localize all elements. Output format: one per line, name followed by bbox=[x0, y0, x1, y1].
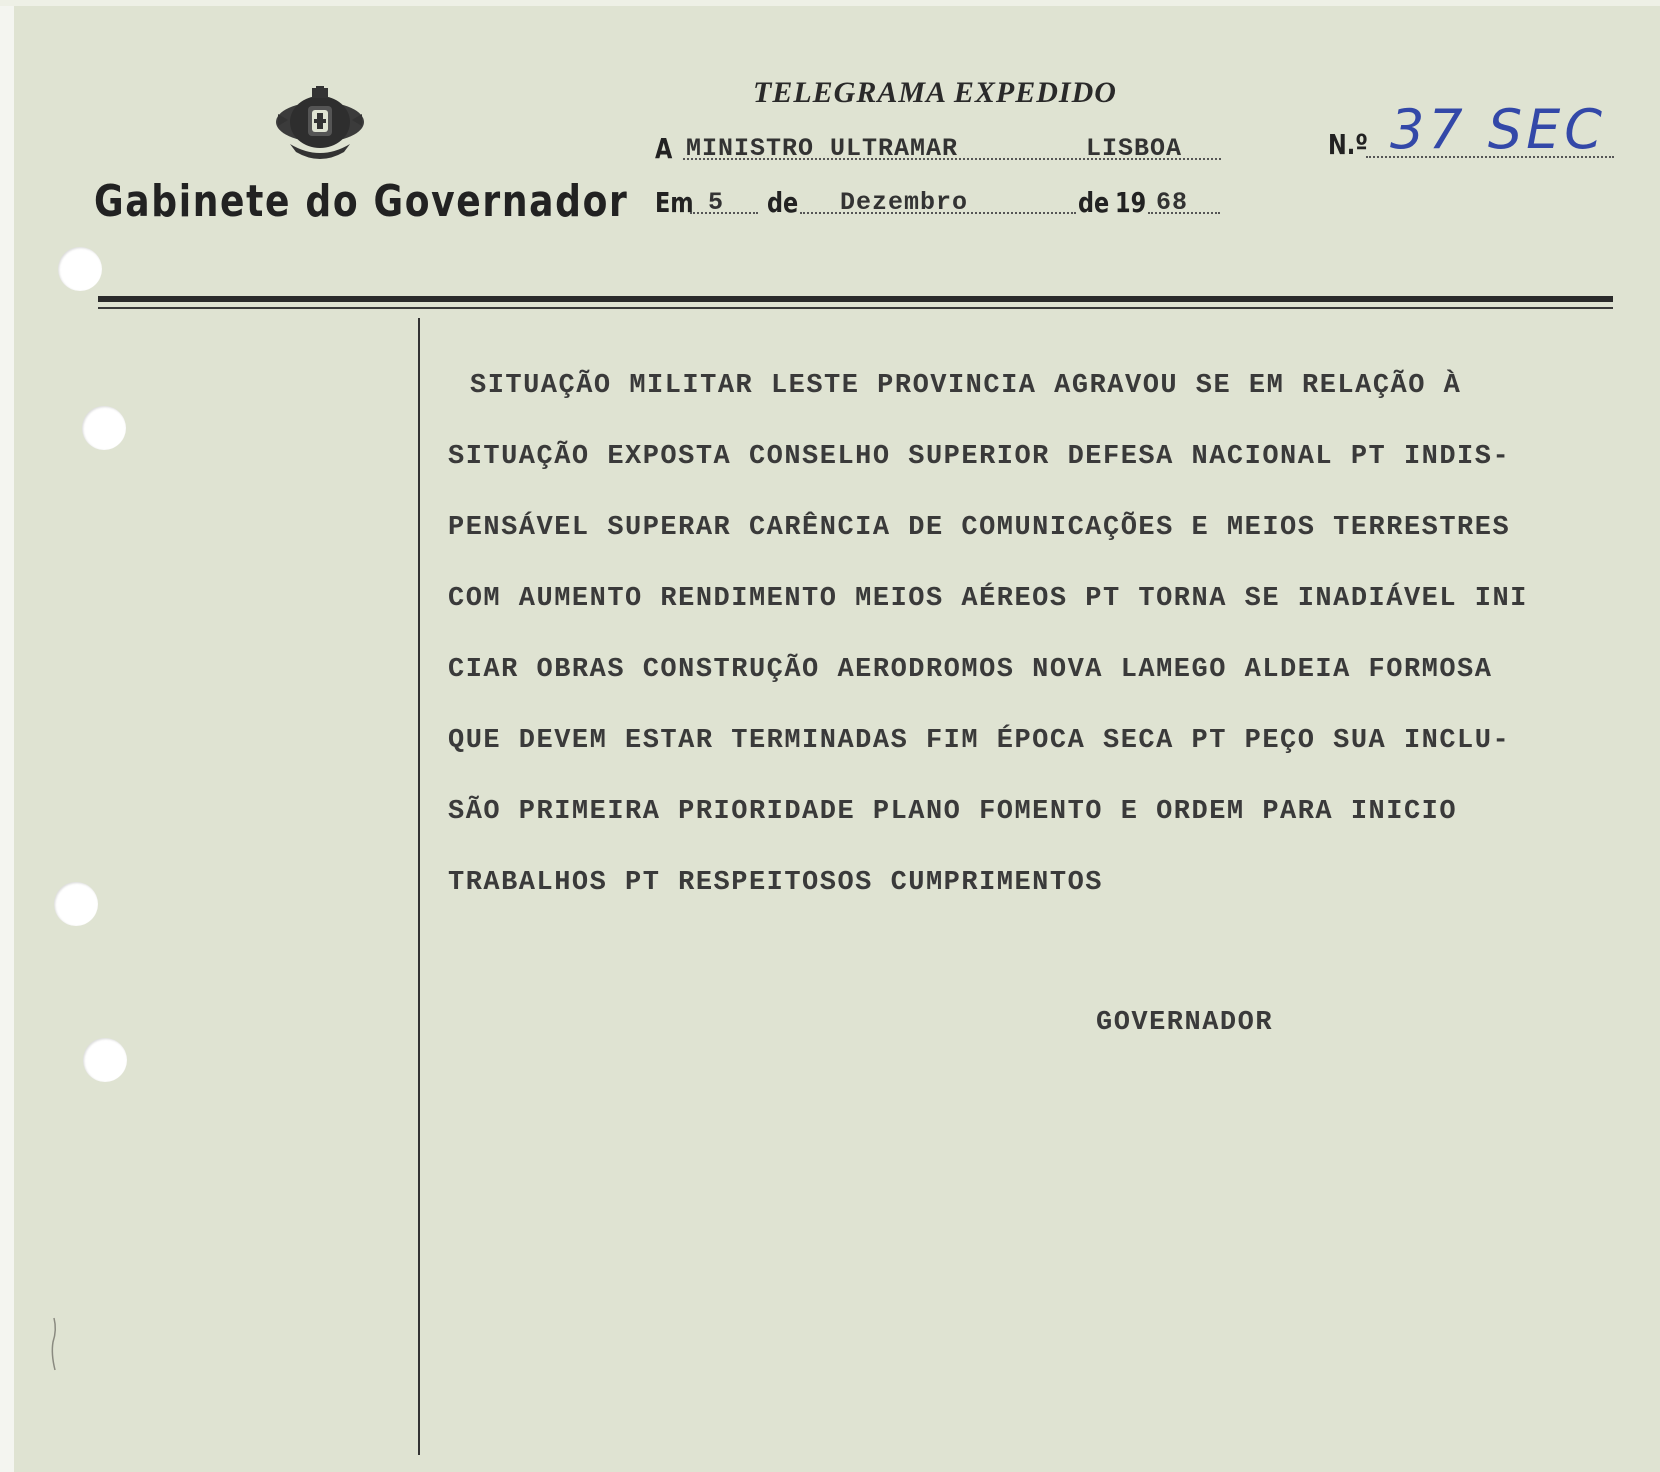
message-line: QUE DEVEM ESTAR TERMINADAS FIM ÉPOCA SECA PT PEÇO SUA INCLU- bbox=[448, 726, 1511, 756]
scan-edge-top bbox=[0, 0, 1660, 6]
punch-hole bbox=[58, 247, 102, 291]
telegram-type-title: TELEGRAMA EXPEDIDO bbox=[753, 76, 1117, 109]
punch-hole bbox=[82, 406, 126, 450]
message-line: SÃO PRIMEIRA PRIORIDADE PLANO FOMENTO E ORDEM PARA INICIO bbox=[448, 797, 1458, 827]
header-rule-thick bbox=[98, 296, 1613, 302]
date-label-de: de bbox=[767, 186, 799, 219]
recipient-city: LISBOA bbox=[1086, 134, 1183, 163]
recipient-name: MINISTRO ULTRAMAR bbox=[686, 134, 959, 163]
date-month: Dezembro bbox=[840, 188, 969, 217]
date-day: 5 bbox=[708, 188, 725, 217]
message-line: COM AUMENTO RENDIMENTO MEIOS AÉREOS PT TORNA SE INADIÁVEL INI bbox=[448, 584, 1528, 614]
pencil-mark bbox=[50, 1316, 58, 1372]
recipient-row bbox=[655, 132, 677, 165]
recipient-label: A bbox=[655, 132, 673, 165]
number-label: N.º bbox=[1328, 128, 1368, 161]
header-rule-thin bbox=[98, 307, 1613, 309]
message-line: PENSÁVEL SUPERAR CARÊNCIA DE COMUNICAÇÕES E MEIOS TERRESTRES bbox=[448, 513, 1511, 543]
punch-hole bbox=[54, 882, 98, 926]
telegram-number: 37 SEC bbox=[1390, 98, 1606, 161]
scan-edge-left bbox=[0, 0, 14, 1472]
date-label-de: de bbox=[1078, 186, 1110, 219]
date-label-em: Em bbox=[655, 186, 694, 219]
message-body bbox=[448, 366, 1628, 934]
coat-of-arms-icon bbox=[272, 86, 368, 160]
message-line: CIAR OBRAS CONSTRUÇÃO AERODROMOS NOVA LAMEGO ALDEIA FORMOSA bbox=[448, 655, 1493, 685]
punch-hole bbox=[83, 1038, 127, 1082]
margin-rule bbox=[418, 318, 420, 1455]
date-year-prefix: 19 bbox=[1115, 186, 1147, 219]
message-line: SITUAÇÃO EXPOSTA CONSELHO SUPERIOR DEFESA NACIONAL PT INDIS- bbox=[448, 442, 1511, 472]
message-line: TRABALHOS PT RESPEITOSOS CUMPRIMENTOS bbox=[448, 868, 1103, 898]
message-line: SITUAÇÃO MILITAR LESTE PROVINCIA AGRAVOU SE EM RELAÇÃO À bbox=[470, 371, 1462, 401]
signature: GOVERNADOR bbox=[1096, 1008, 1274, 1038]
date-year-suffix: 68 bbox=[1156, 188, 1189, 217]
office-name: Gabinete do Governador bbox=[94, 176, 629, 227]
